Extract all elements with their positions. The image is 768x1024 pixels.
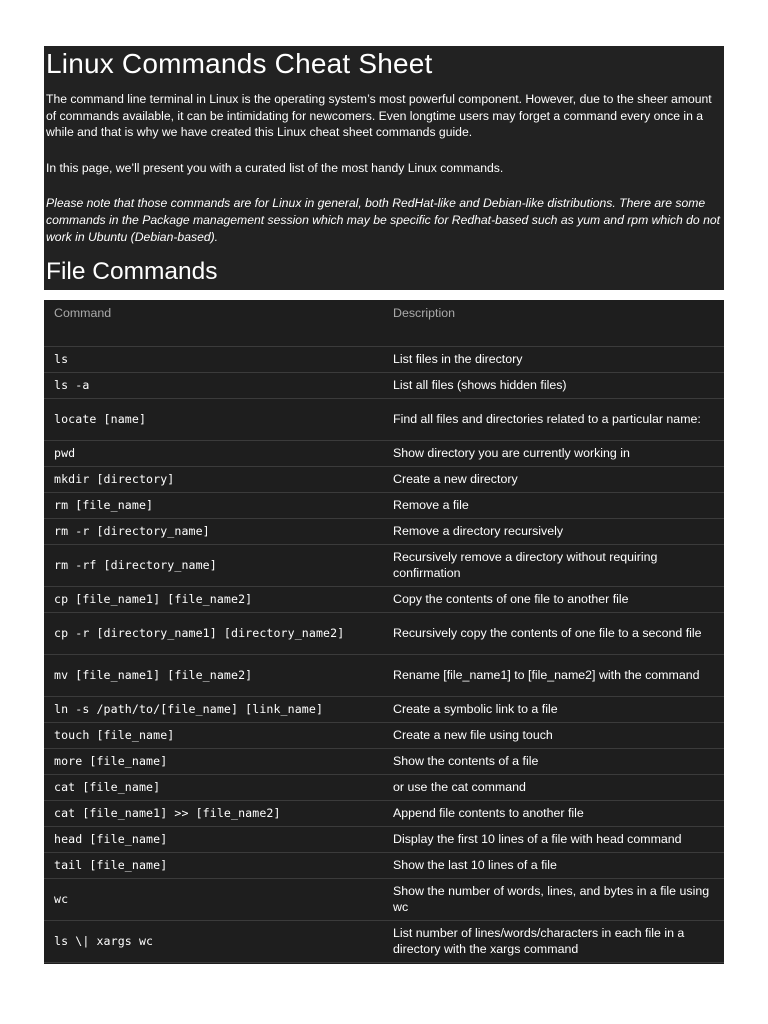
table-row	[44, 748, 724, 774]
description-cell: Append file contents to another file	[383, 800, 724, 826]
command-cell: mv [file_name1] [file_name2]	[44, 654, 383, 696]
description-cell: Rename [file_name1] to [file_name2] with the command	[383, 654, 724, 696]
command-cell: cp -r [directory_name1] [directory_name2]	[44, 612, 383, 654]
command-cell: locate [name]	[44, 398, 383, 440]
command-cell: ln -s /path/to/[file_name] [link_name]	[44, 696, 383, 722]
note-paragraph: Please note that those commands are for Linux in general, both RedHat-like and Debian-like distributions. There are some commands in the Package management session which may be specific for Redhat-based such as yum and rpm which do not work in Ubuntu (Debian-based).	[46, 196, 721, 244]
table-row	[44, 586, 724, 612]
description-cell: Show directory you are currently working in	[383, 440, 724, 466]
table-row	[44, 398, 724, 440]
command-cell: ls	[44, 346, 383, 372]
description-cell: Recursively copy the contents of one file to a second file	[383, 612, 724, 654]
description-cell: List files in the directory	[383, 346, 724, 372]
table-row	[44, 826, 724, 852]
command-cell: ls -a	[44, 372, 383, 398]
table-row	[44, 372, 724, 398]
description-cell: Remove a file	[383, 492, 724, 518]
column-header-command: Command	[44, 300, 383, 346]
command-cell: more [file_name]	[44, 748, 383, 774]
table-row	[44, 466, 724, 492]
commands-table	[44, 300, 724, 963]
command-cell: rm [file_name]	[44, 492, 383, 518]
table-row	[44, 800, 724, 826]
table-row	[44, 544, 724, 586]
command-cell: mkdir [directory]	[44, 466, 383, 492]
page-title: Linux Commands Cheat Sheet	[46, 48, 433, 79]
section-title: File Commands	[46, 258, 218, 285]
description-cell: Display the first 10 lines of a file with head command	[383, 826, 724, 852]
command-cell: tail [file_name]	[44, 852, 383, 878]
table-row	[44, 722, 724, 748]
table-row	[44, 852, 724, 878]
table-row	[44, 492, 724, 518]
command-cell: rm -rf [directory_name]	[44, 544, 383, 586]
table-row	[44, 346, 724, 372]
description-cell: Copy the contents of one file to another file	[383, 586, 724, 612]
description-cell: Create a new file using touch	[383, 722, 724, 748]
command-cell: cat [file_name1] >> [file_name2]	[44, 800, 383, 826]
intro-paragraph: In this page, we’ll present you with a curated list of the most handy Linux commands.	[46, 160, 504, 175]
intro-paragraph: The command line terminal in Linux is the operating system’s most powerful component. However, due to the sheer amount of commands available, it can be intimidating for newcomers. Even longtime users may forget a command every once in a while and that is why we have created this Linux cheat sheet commands guide.	[46, 92, 712, 140]
description-cell: Create a new directory	[383, 466, 724, 492]
description-cell: Find all files and directories related to a particular name:	[383, 398, 724, 440]
table-row	[44, 440, 724, 466]
table-row	[44, 518, 724, 544]
description-cell: List all files (shows hidden files)	[383, 372, 724, 398]
table-row	[44, 774, 724, 800]
description-cell: Show the contents of a file	[383, 748, 724, 774]
description-cell: List number of lines/words/characters in each file in a directory with the xargs command	[383, 920, 724, 962]
table-header-row	[44, 300, 724, 346]
description-cell: Remove a directory recursively	[383, 518, 724, 544]
description-cell: Show the number of words, lines, and bytes in a file using wc	[383, 878, 724, 920]
column-header-description: Description	[383, 300, 724, 346]
description-cell: Recursively remove a directory without requiring confirmation	[383, 544, 724, 586]
description-cell: Show the last 10 lines of a file	[383, 852, 724, 878]
command-cell: cat [file_name]	[44, 774, 383, 800]
command-cell: touch [file_name]	[44, 722, 383, 748]
description-cell: or use the cat command	[383, 774, 724, 800]
command-cell: head [file_name]	[44, 826, 383, 852]
intro-section	[44, 46, 724, 290]
command-cell: wc	[44, 878, 383, 920]
command-cell: ls \| xargs wc	[44, 920, 383, 962]
description-cell: Create a symbolic link to a file	[383, 696, 724, 722]
table-row	[44, 878, 724, 920]
table-row	[44, 654, 724, 696]
command-cell: pwd	[44, 440, 383, 466]
command-cell: rm -r [directory_name]	[44, 518, 383, 544]
table-row	[44, 696, 724, 722]
table-row	[44, 612, 724, 654]
table-row	[44, 920, 724, 962]
file-commands-table	[44, 300, 724, 964]
command-cell: cp [file_name1] [file_name2]	[44, 586, 383, 612]
